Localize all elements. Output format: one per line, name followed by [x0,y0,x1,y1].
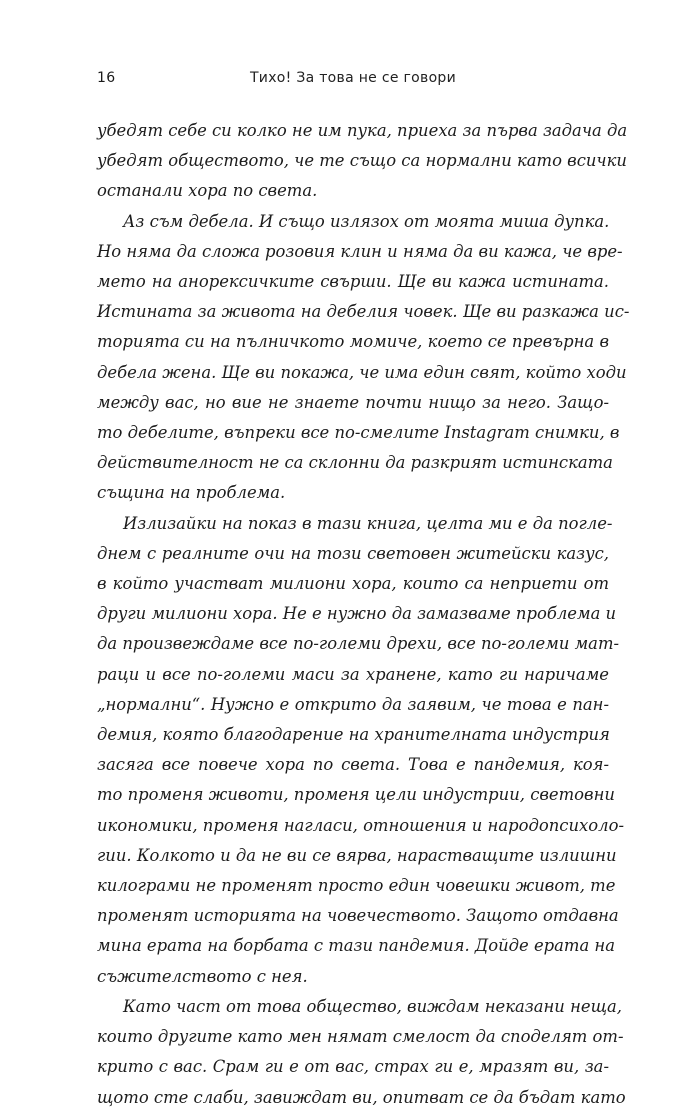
text-line: торията си на пълничкото момиче, което се превърна в [97,332,609,352]
text-line: да произвеждаме все по-големи дрехи, все по-големи мат- [97,634,620,654]
text-line: в който участват милиони хора, които са неприети от [97,574,609,594]
text-line: Излизайки на показ в тази книга, целта ми е да погле- [123,513,613,533]
text-line: други милиони хора. Не е нужно да замазваме проблема и [97,604,617,624]
text-line: днем с реалните очи на този световен житейски казус, [97,543,609,563]
page-number: 16 [97,70,116,86]
text-line: Като част от това общество, виждам неказани неща, [123,996,622,1016]
paragraph [97,509,624,992]
text-line: гии. Колкото и да не ви се вярва, нарастващите излишни [97,845,617,865]
text-line: килограми не променят просто един човешки живот, те [97,876,616,896]
running-title: Тихо! За това не се говори [249,70,457,86]
text-line: променят историята на човечеството. Защото отдавна [97,906,619,926]
text-line: „нормални“. Нужно е открито да заявим, че това е пан- [97,694,609,714]
text-line: засяга все повече хора по света. Това е пандемия, коя- [97,755,609,775]
running-header [97,70,609,94]
paragraph [97,116,628,207]
body-text [97,116,630,1113]
text-line: действителност не са склонни да разкрият истинската [97,453,613,473]
text-line: мето на анорексичките свърши. Ще ви кажа истината. [97,272,609,292]
text-line: убедят себе си колко не им пука, приеха за първа задача да [97,121,628,140]
text-line: които другите като мен нямат смелост да споделят от- [97,1027,624,1047]
text-line: крито с вас. Срам ги е от вас, страх ги е, мразят ви, за- [97,1057,609,1077]
text-line: раци и все по-големи маси за хранене, като ги наричаме [97,664,609,684]
text-line: дебела жена. Ще ви покажа, че има един свят, който ходи [97,362,627,382]
paragraph [97,207,630,509]
text-line: то променя животи, променя цели индустрии, световни [97,785,615,805]
text-line: икономики, променя нагласи, отношения и народопсихоло- [97,815,624,835]
text-line: щото сте слаби, завиждат ви, опитват се да бъдат като [97,1087,626,1107]
text-line: то дебелите, въпреки все по-смелите Instagram снимки, в [97,423,620,443]
text-line: съжителството с нея. [97,966,308,986]
text-line: убедят обществото, че те също са нормални като всички [97,151,627,171]
text-line: Но няма да сложа розовия клин и няма да ви кажа, че вре- [97,241,623,261]
text-line: демия, която благодарение на хранителната индустрия [97,725,610,745]
paragraph [97,992,626,1113]
text-line: същина на проблема. [97,483,286,503]
text-line: Аз съм дебела. И също излязох от моята миша дупка. [123,211,610,231]
text-line: останали хора по света. [97,181,318,201]
text-line: Истината за живота на дебелия човек. Ще ви разкажа ис- [97,302,630,322]
text-line: мина ерата на борбата с тази пандемия. Дойде ерата на [97,936,616,956]
text-line: между вас, но вие не знаете почти нищо за него. Защо- [97,392,609,412]
